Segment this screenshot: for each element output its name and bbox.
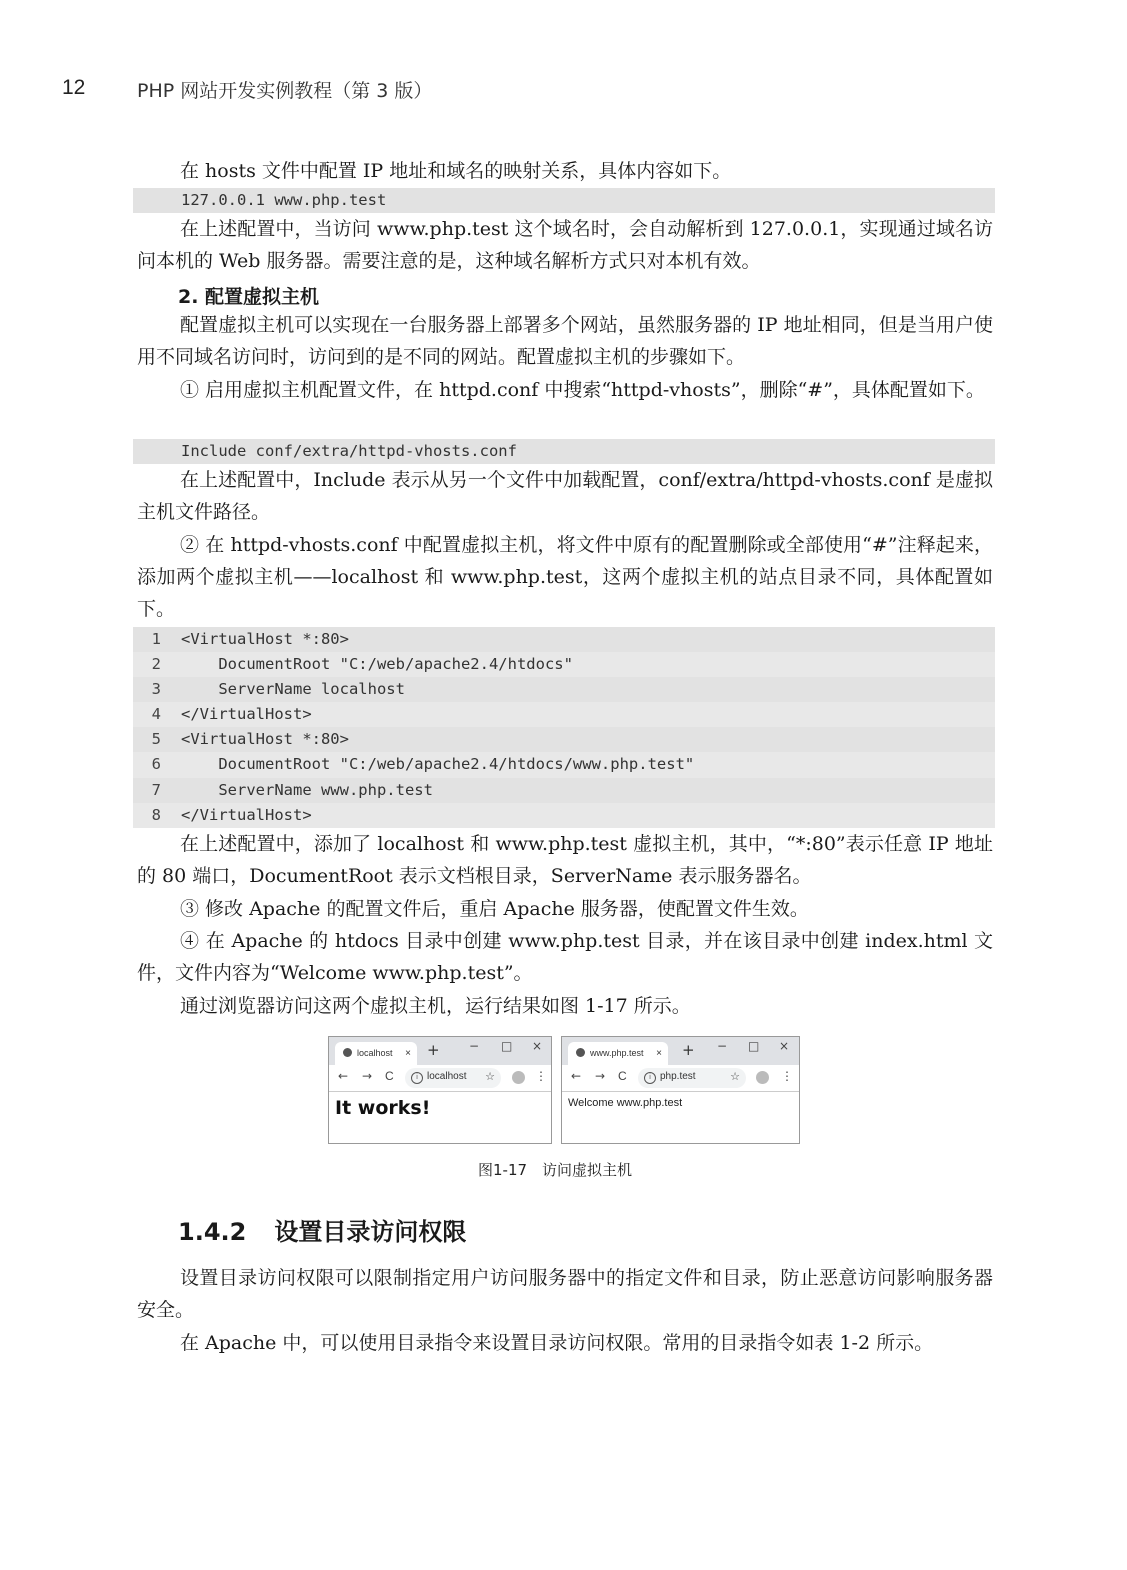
maximize-icon[interactable]: □ <box>748 1039 760 1053</box>
running-header-title: PHP 网站开发实例教程（第 3 版） <box>137 80 433 102</box>
minimize-icon[interactable]: − <box>469 1039 480 1053</box>
paragraph-vhost-explain: 在上述配置中，添加了 localhost 和 www.php.test 虚拟主机，其中，“*:80”表示任意 IP 地址的 80 端口，DocumentRoot 表示文档根目录，ServerName 表示服务器名。 <box>137 833 993 887</box>
line-number: 5 <box>151 730 161 749</box>
tab-localhost[interactable] <box>335 1042 417 1065</box>
forward-icon[interactable]: → <box>362 1069 373 1083</box>
code-text: DocumentRoot "C:/web/apache2.4/htdocs/www.php.test" <box>181 755 695 774</box>
line-number: 7 <box>151 780 161 799</box>
address-url: localhost <box>427 1071 467 1082</box>
minimize-icon[interactable]: − <box>717 1039 728 1053</box>
profile-avatar-icon[interactable] <box>512 1071 525 1084</box>
tab-label: localhost <box>357 1048 393 1058</box>
menu-icon[interactable]: ⋮ <box>781 1069 793 1083</box>
close-window-icon[interactable]: × <box>532 1039 543 1053</box>
tab-bar <box>329 1037 551 1065</box>
paragraph-vhost-intro: 配置虚拟主机可以实现在一台服务器上部署多个网站，虽然服务器的 IP 地址相同，但是当用户使用不同域名访问时，访问到的是不同的网站。配置虚拟主机的步骤如下。 <box>137 314 993 368</box>
new-tab-icon[interactable]: + <box>427 1041 440 1059</box>
maximize-icon[interactable]: □ <box>501 1039 513 1053</box>
section-number: 1.4.2 <box>178 1218 247 1246</box>
page-content: It works! <box>335 1097 431 1119</box>
close-window-icon[interactable]: × <box>779 1039 790 1053</box>
info-icon[interactable]: i <box>411 1072 423 1084</box>
browser-window-localhost <box>328 1036 552 1144</box>
code-line <box>133 778 995 803</box>
paragraph-step-4: ④ 在 Apache 的 htdocs 目录中创建 www.php.test 目录，并在该目录中创建 index.html 文件，文件内容为“Welcome www.php.test”。 <box>137 930 993 984</box>
back-icon[interactable]: ← <box>338 1069 349 1083</box>
address-bar[interactable] <box>638 1068 746 1088</box>
new-tab-icon[interactable]: + <box>682 1041 695 1059</box>
section-heading <box>178 1212 466 1247</box>
tab-php-test[interactable] <box>568 1042 668 1065</box>
reload-icon[interactable]: C <box>385 1069 394 1083</box>
code-text: ServerName localhost <box>181 680 405 699</box>
paragraph-permission-table: 在 Apache 中，可以使用目录指令来设置目录访问权限。常用的目录指令如表 1-2 所示。 <box>180 1332 934 1354</box>
code-text: <VirtualHost *:80> <box>181 730 349 749</box>
paragraph-include-explain: 在上述配置中，Include 表示从另一个文件中加载配置，conf/extra/httpd-vhosts.conf 是虚拟主机文件路径。 <box>137 469 993 523</box>
browser-window-php-test <box>561 1036 800 1144</box>
code-hosts: 127.0.0.1 www.php.test <box>133 188 995 213</box>
line-number: 1 <box>151 630 161 648</box>
line-number: 4 <box>151 705 161 724</box>
menu-icon[interactable]: ⋮ <box>535 1069 547 1083</box>
paragraph-hosts: 在 hosts 文件中配置 IP 地址和域名的映射关系，具体内容如下。 <box>180 160 732 182</box>
reload-icon[interactable]: C <box>618 1069 627 1083</box>
browser-toolbar <box>562 1065 799 1092</box>
code-line <box>133 752 995 777</box>
back-icon[interactable]: ← <box>571 1069 582 1083</box>
paragraph-step-3: ③ 修改 Apache 的配置文件后，重启 Apache 服务器，使配置文件生效。 <box>180 898 809 920</box>
paragraph-step-2: ② 在 httpd-vhosts.conf 中配置虚拟主机，将文件中原有的配置删除或全部使用“#”注释起来，添加两个虚拟主机——localhost 和 www.php.test，这两个虚拟主机的站点目录不同，具体配置如下。 <box>137 534 993 620</box>
code-text: </VirtualHost> <box>181 705 312 724</box>
globe-icon <box>343 1048 352 1057</box>
line-number: 2 <box>151 655 161 674</box>
line-number: 6 <box>151 755 161 774</box>
code-line <box>133 727 995 752</box>
globe-icon <box>576 1048 585 1057</box>
code-line <box>133 627 995 652</box>
code-block-vhosts <box>133 627 995 827</box>
bookmark-star-icon[interactable]: ☆ <box>730 1070 740 1083</box>
page-number: 12 <box>62 76 86 99</box>
paragraph-hosts-explain: 在上述配置中，当访问 www.php.test 这个域名时，会自动解析到 127.0.0.1，实现通过域名访问本机的 Web 服务器。需要注意的是，这种域名解析方式只对本机有效。 <box>137 218 993 272</box>
close-tab-icon[interactable]: × <box>656 1048 662 1059</box>
section-title: 设置目录访问权限 <box>274 1218 467 1246</box>
browser-toolbar <box>329 1065 551 1092</box>
bookmark-star-icon[interactable]: ☆ <box>485 1070 495 1083</box>
code-include: Include conf/extra/httpd-vhosts.conf <box>133 439 995 464</box>
code-line <box>133 803 995 828</box>
code-text: </VirtualHost> <box>181 805 312 824</box>
line-number: 8 <box>151 805 161 824</box>
code-text: DocumentRoot "C:/web/apache2.4/htdocs" <box>181 655 573 674</box>
forward-icon[interactable]: → <box>595 1069 606 1083</box>
tab-label: www.php.test <box>590 1048 644 1058</box>
code-line <box>133 652 995 677</box>
subheading-configure-vhost: 2. 配置虚拟主机 <box>178 286 320 308</box>
info-icon[interactable]: i <box>644 1072 656 1084</box>
address-url: php.test <box>660 1071 696 1082</box>
tab-bar <box>562 1037 799 1065</box>
code-text: ServerName www.php.test <box>181 780 433 799</box>
address-bar[interactable] <box>405 1068 501 1088</box>
code-line <box>133 677 995 702</box>
code-line <box>133 702 995 727</box>
line-number: 3 <box>151 680 161 699</box>
page-content: Welcome www.php.test <box>568 1097 683 1109</box>
paragraph-visit: 通过浏览器访问这两个虚拟主机，运行结果如图 1-17 所示。 <box>180 995 691 1017</box>
paragraph-step-1: ① 启用虚拟主机配置文件，在 httpd.conf 中搜索“httpd-vhosts”，删除“#”，具体配置如下。 <box>180 379 985 401</box>
paragraph-permission-intro: 设置目录访问权限可以限制指定用户访问服务器中的指定文件和目录，防止恶意访问影响服务器安全。 <box>137 1267 993 1321</box>
profile-avatar-icon[interactable] <box>756 1071 769 1084</box>
figure-caption: 图1-17 访问虚拟主机 <box>478 1161 633 1179</box>
close-tab-icon[interactable]: × <box>405 1048 411 1059</box>
code-text: <VirtualHost *:80> <box>181 630 349 648</box>
